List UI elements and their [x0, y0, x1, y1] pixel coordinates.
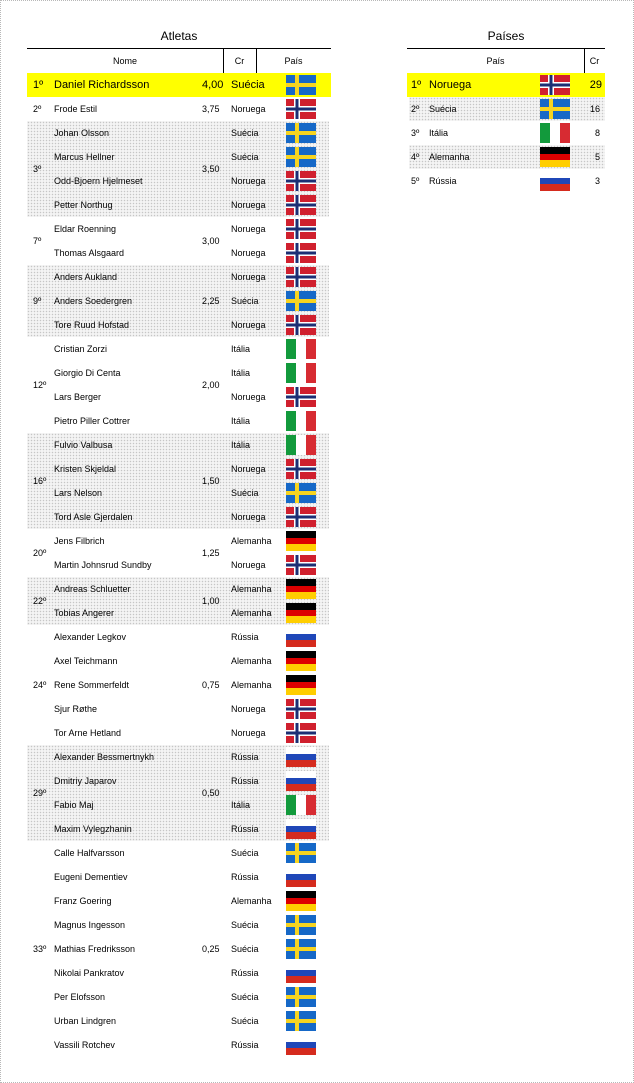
- athlete-name: Petter Northug: [54, 200, 113, 210]
- athlete-name: Calle Halfvarsson: [54, 848, 125, 858]
- germany-flag-icon: [286, 603, 316, 623]
- athlete-row: [27, 601, 329, 625]
- rank-group: [27, 121, 329, 217]
- norway-flag-icon: [286, 195, 316, 215]
- country-name: Itália: [231, 800, 251, 810]
- country-name: Itália: [231, 344, 251, 354]
- rank-group: [27, 97, 329, 121]
- country-row: [409, 121, 605, 145]
- italy-flag-icon: [286, 411, 316, 431]
- athlete-row: [27, 265, 329, 289]
- country-name: Suécia: [231, 1016, 259, 1026]
- rank-position: 9º: [33, 296, 42, 306]
- rank-position: 2º: [411, 104, 420, 114]
- points-value: 3,00: [202, 236, 220, 246]
- norway-flag-icon: [286, 171, 316, 191]
- countries-header-row: [407, 48, 605, 74]
- sweden-flag-icon: [286, 915, 316, 935]
- norway-flag-icon: [286, 99, 316, 119]
- leader-row: [27, 73, 331, 97]
- norway-flag-icon: [286, 267, 316, 287]
- russia-flag-icon: [286, 819, 316, 839]
- header-pais: País: [284, 56, 303, 66]
- athlete-name: Pietro Piller Cottrer: [54, 416, 131, 426]
- athlete-row: [27, 289, 329, 313]
- athlete-row: [27, 121, 329, 145]
- country-name: Suécia: [231, 848, 259, 858]
- country-name: Noruega: [231, 104, 266, 114]
- athlete-row: [27, 1033, 329, 1057]
- athlete-row: [27, 961, 329, 985]
- athlete-name: Frode Estil: [54, 104, 98, 114]
- athlete-row: [27, 1009, 329, 1033]
- country-points: 5: [594, 152, 600, 162]
- russia-flag-icon: [286, 867, 316, 887]
- athlete-row: [27, 553, 329, 577]
- sweden-flag-icon: [286, 75, 316, 95]
- athlete-row: [27, 889, 329, 913]
- country-name: Alemanha: [231, 536, 272, 546]
- rank-position: 1º: [33, 79, 44, 91]
- athlete-name: Martin Johnsrud Sundby: [54, 560, 152, 570]
- sweden-flag-icon: [286, 987, 316, 1007]
- rank-position: 33º: [33, 944, 47, 954]
- points-value: 2,25: [202, 296, 220, 306]
- country-name: Itália: [429, 128, 449, 138]
- athlete-name: Johan Olsson: [54, 128, 110, 138]
- country-name: Alemanha: [231, 608, 272, 618]
- athlete-name: Franz Goering: [54, 896, 112, 906]
- athlete-name: Giorgio Di Centa: [54, 368, 121, 378]
- country-name: Suécia: [231, 152, 259, 162]
- norway-flag-icon: [286, 219, 316, 239]
- athlete-name: Andreas Schluetter: [54, 584, 131, 594]
- athlete-row: [27, 385, 329, 409]
- italy-flag-icon: [286, 339, 316, 359]
- athlete-row: [27, 505, 329, 529]
- italy-flag-icon: [540, 123, 570, 143]
- athlete-row: [27, 481, 329, 505]
- russia-flag-icon: [286, 963, 316, 983]
- points-value: 1,50: [202, 476, 220, 486]
- athletes-header-row: [27, 48, 331, 74]
- germany-flag-icon: [540, 147, 570, 167]
- country-name: Suécia: [231, 488, 259, 498]
- country-name: Rússia: [231, 776, 259, 786]
- points-value: 1,25: [202, 548, 220, 558]
- rank-position: 3º: [411, 128, 420, 138]
- norway-flag-icon: [286, 315, 316, 335]
- country-points: 29: [589, 79, 602, 91]
- rank-position: 2º: [33, 104, 42, 114]
- athlete-row: [27, 361, 329, 385]
- athlete-row: [27, 673, 329, 697]
- athlete-name: Daniel Richardsson: [54, 79, 150, 91]
- rank-group: [27, 529, 329, 577]
- athlete-name: Magnus Ingesson: [54, 920, 126, 930]
- athlete-name: Axel Teichmann: [54, 656, 118, 666]
- rank-position: 16º: [33, 476, 47, 486]
- country-name: Rússia: [231, 632, 259, 642]
- rank-group: [27, 337, 329, 433]
- points-value: 3,50: [202, 164, 220, 174]
- country-name: Alemanha: [429, 152, 470, 162]
- country-name: Alemanha: [231, 584, 272, 594]
- athlete-row: [27, 529, 329, 553]
- russia-flag-icon: [286, 627, 316, 647]
- athlete-row: [27, 433, 329, 457]
- sweden-flag-icon: [286, 1011, 316, 1031]
- country-name: Noruega: [231, 704, 266, 714]
- leader-country-row: [407, 73, 605, 97]
- athlete-name: Anders Soedergren: [54, 296, 133, 306]
- athlete-row: [27, 625, 329, 649]
- germany-flag-icon: [286, 531, 316, 551]
- country-name: Itália: [231, 416, 251, 426]
- country-name: Rússia: [231, 872, 259, 882]
- germany-flag-icon: [286, 579, 316, 599]
- athlete-row: [27, 193, 329, 217]
- athlete-row: [27, 217, 329, 241]
- athlete-row: [27, 577, 329, 601]
- norway-flag-icon: [286, 387, 316, 407]
- country-row: [409, 145, 605, 169]
- norway-flag-icon: [286, 555, 316, 575]
- points-value: 0,25: [202, 944, 220, 954]
- athlete-row: [27, 169, 329, 193]
- athletes-title: Atletas: [160, 29, 198, 43]
- athlete-name: Anders Aukland: [54, 272, 118, 282]
- athlete-name: Mathias Fredriksson: [54, 944, 136, 954]
- athlete-name: Cristian Zorzi: [54, 344, 108, 354]
- country-name: Noruega: [231, 392, 266, 402]
- sweden-flag-icon: [286, 147, 316, 167]
- country-name: Noruega: [231, 320, 266, 330]
- athlete-name: Odd-Bjoern Hjelmeset: [54, 176, 143, 186]
- athlete-name: Eldar Roenning: [54, 224, 117, 234]
- athlete-row: [27, 697, 329, 721]
- rank-group: [27, 433, 329, 529]
- athlete-row: [27, 769, 329, 793]
- country-name: Noruega: [231, 200, 266, 210]
- points-value: 4,00: [202, 79, 224, 91]
- rank-group: [27, 841, 329, 1057]
- country-name: Suécia: [231, 79, 265, 91]
- athlete-name: Jens Filbrich: [54, 536, 105, 546]
- norway-flag-icon: [286, 723, 316, 743]
- russia-flag-icon: [540, 171, 570, 191]
- athlete-name: Thomas Alsgaard: [54, 248, 125, 258]
- header-cr: Cr: [589, 56, 600, 66]
- rank-position: 12º: [33, 380, 47, 390]
- country-name: Noruega: [231, 272, 266, 282]
- sweden-flag-icon: [286, 939, 316, 959]
- header-cr: Cr: [234, 56, 245, 66]
- russia-flag-icon: [286, 771, 316, 791]
- athlete-name: Per Elofsson: [54, 992, 106, 1002]
- sweden-flag-icon: [286, 291, 316, 311]
- country-name: Suécia: [231, 992, 259, 1002]
- athlete-name: Maxim Vylegzhanin: [54, 824, 132, 834]
- country-name: Alemanha: [231, 680, 272, 690]
- rank-group: [27, 745, 329, 841]
- country-name: Noruega: [231, 176, 266, 186]
- country-name: Noruega: [231, 224, 266, 234]
- athlete-row: [27, 97, 329, 121]
- points-value: 3,75: [202, 104, 220, 114]
- points-value: 0,50: [202, 788, 220, 798]
- rank-group: [27, 625, 329, 745]
- norway-flag-icon: [286, 699, 316, 719]
- athlete-row: [27, 937, 329, 961]
- country-name: Rússia: [231, 1040, 259, 1050]
- athlete-row: [27, 817, 329, 841]
- countries-title: Países: [487, 29, 525, 43]
- country-name: Itália: [231, 368, 251, 378]
- sweden-flag-icon: [286, 123, 316, 143]
- germany-flag-icon: [286, 891, 316, 911]
- russia-flag-icon: [286, 1035, 316, 1055]
- athlete-name: Tobias Angerer: [54, 608, 115, 618]
- athlete-name: Rene Sommerfeldt: [54, 680, 130, 690]
- italy-flag-icon: [286, 363, 316, 383]
- athlete-name: Eugeni Dementiev: [54, 872, 128, 882]
- rank-group: [27, 217, 329, 265]
- athlete-row: [27, 865, 329, 889]
- athlete-row: [27, 793, 329, 817]
- country-name: Noruega: [231, 512, 266, 522]
- athlete-name: Sjur Røthe: [54, 704, 98, 714]
- norway-flag-icon: [540, 75, 570, 95]
- country-name: Suécia: [429, 104, 457, 114]
- country-points: 3: [594, 176, 600, 186]
- athlete-row: [27, 721, 329, 745]
- athlete-name: Marcus Hellner: [54, 152, 115, 162]
- athlete-name: Nikolai Pankratov: [54, 968, 125, 978]
- rank-position: 5º: [411, 176, 420, 186]
- athlete-name: Fabio Maj: [54, 800, 94, 810]
- country-name: Rússia: [231, 824, 259, 834]
- country-name: Suécia: [231, 296, 259, 306]
- country-name: Rússia: [231, 968, 259, 978]
- athlete-name: Urban Lindgren: [54, 1016, 117, 1026]
- athlete-name: Tore Ruud Hofstad: [54, 320, 130, 330]
- country-name: Noruega: [429, 79, 472, 91]
- header-pais: País: [486, 56, 505, 66]
- athlete-name: Alexander Bessmertnykh: [54, 752, 155, 762]
- athlete-name: Fulvio Valbusa: [54, 440, 113, 450]
- header-nome: Nome: [112, 56, 137, 66]
- rank-position: 3º: [33, 164, 42, 174]
- country-row: [409, 97, 605, 121]
- points-value: 1,00: [202, 596, 220, 606]
- sweden-flag-icon: [286, 843, 316, 863]
- athlete-row: [27, 985, 329, 1009]
- country-name: Suécia: [231, 944, 259, 954]
- athlete-name: Lars Berger: [54, 392, 102, 402]
- country-name: Suécia: [231, 128, 259, 138]
- athlete-name: Tord Asle Gjerdalen: [54, 512, 133, 522]
- germany-flag-icon: [286, 675, 316, 695]
- rank-group: [27, 265, 329, 337]
- country-name: Itália: [231, 440, 251, 450]
- country-row: [409, 169, 605, 193]
- athlete-name: Vassili Rotchev: [54, 1040, 115, 1050]
- country-name: Noruega: [231, 248, 266, 258]
- athlete-row: [27, 337, 329, 361]
- rank-position: 20º: [33, 548, 47, 558]
- italy-flag-icon: [286, 795, 316, 815]
- rank-position: 7º: [33, 236, 42, 246]
- rank-position: 29º: [33, 788, 47, 798]
- points-value: 0,75: [202, 680, 220, 690]
- country-name: Suécia: [231, 920, 259, 930]
- points-value: 2,00: [202, 380, 220, 390]
- athlete-row: [27, 913, 329, 937]
- rank-position: 22º: [33, 596, 47, 606]
- athlete-row: [27, 145, 329, 169]
- country-name: Noruega: [231, 728, 266, 738]
- country-name: Alemanha: [231, 896, 272, 906]
- norway-flag-icon: [286, 243, 316, 263]
- athlete-name: Dmitriy Japarov: [54, 776, 117, 786]
- country-name: Rússia: [429, 176, 457, 186]
- country-name: Noruega: [231, 464, 266, 474]
- athlete-name: Tor Arne Hetland: [54, 728, 122, 738]
- athlete-row: [27, 241, 329, 265]
- country-name: Alemanha: [231, 656, 272, 666]
- athlete-row: [27, 409, 329, 433]
- athlete-name: Lars Nelson: [54, 488, 103, 498]
- sweden-flag-icon: [286, 483, 316, 503]
- country-name: Rússia: [231, 752, 259, 762]
- athlete-row: [27, 841, 329, 865]
- athlete-name: Alexander Legkov: [54, 632, 127, 642]
- athlete-row: [27, 457, 329, 481]
- athlete-row: [27, 745, 329, 769]
- sweden-flag-icon: [540, 99, 570, 119]
- rank-position: 1º: [411, 79, 422, 91]
- norway-flag-icon: [286, 459, 316, 479]
- country-points: 16: [589, 104, 600, 114]
- italy-flag-icon: [286, 435, 316, 455]
- germany-flag-icon: [286, 651, 316, 671]
- country-points: 8: [594, 128, 600, 138]
- athlete-row: [27, 313, 329, 337]
- russia-flag-icon: [286, 747, 316, 767]
- country-name: Noruega: [231, 560, 266, 570]
- athlete-name: Kristen Skjeldal: [54, 464, 117, 474]
- athlete-row: [27, 649, 329, 673]
- rank-position: 24º: [33, 680, 47, 690]
- norway-flag-icon: [286, 507, 316, 527]
- rank-group: [27, 577, 329, 625]
- rank-position: 4º: [411, 152, 420, 162]
